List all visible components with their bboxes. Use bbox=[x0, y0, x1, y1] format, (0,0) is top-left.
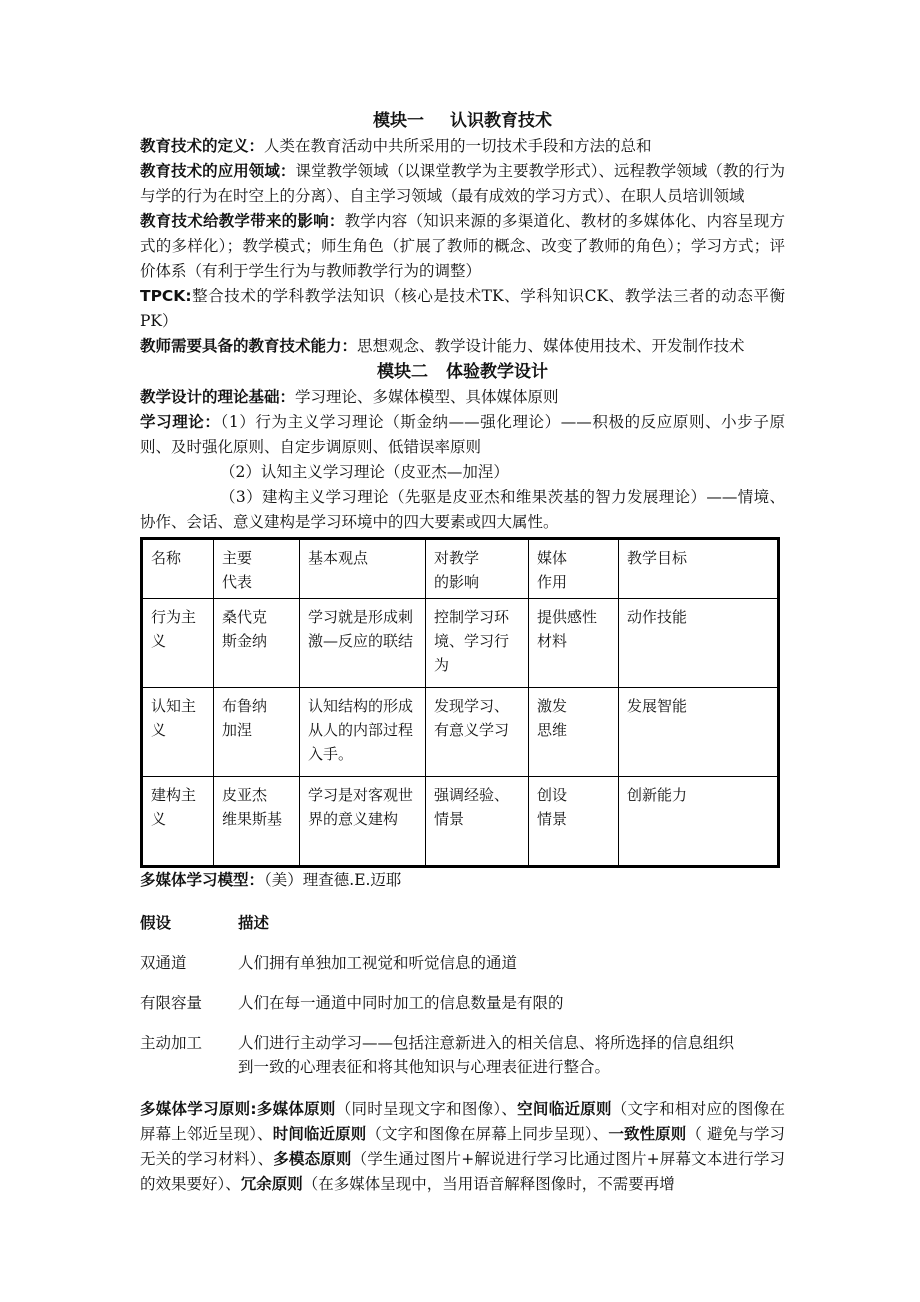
table-cell: 提供感性材料 bbox=[529, 599, 619, 688]
table-cell: 创设 情景 bbox=[529, 777, 619, 867]
table-cell: 行为主义 bbox=[142, 599, 214, 688]
definition-paragraph: 教育技术的定义：人类在教育活动中共所采用的一切技术手段和方法的总和 bbox=[140, 137, 652, 155]
table-row bbox=[142, 688, 779, 777]
table-cell: 布鲁纳 加涅 bbox=[214, 688, 300, 777]
module1-title: 模块一 认识教育技术 bbox=[373, 111, 552, 131]
table-row bbox=[142, 599, 779, 688]
table-header-row bbox=[142, 539, 779, 599]
table-cell: 学习就是形成刺激—反应的联结 bbox=[300, 599, 426, 688]
ability-paragraph: 教师需要具备的教育技术能力：思想观念、教学设计能力、媒体使用技术、开发制作技术 bbox=[140, 337, 745, 355]
table-header-cell: 主要 代表 bbox=[214, 539, 300, 599]
table-cell: 动作技能 bbox=[619, 599, 779, 688]
table-header-cell: 对教学 的影响 bbox=[426, 539, 529, 599]
table-header-cell: 媒体 作用 bbox=[529, 539, 619, 599]
table-header-cell: 名称 bbox=[142, 539, 214, 599]
theory-paragraph: 学习理论：（1）行为主义学习理论（斯金纳——强化理论）——积极的反应原则、小步子原则、及时强化原则、自定步调原则、低错误率原则 bbox=[140, 413, 785, 456]
tpck-paragraph: TPCK:整合技术的学科教学法知识（核心是技术TK、学科知识CK、教学法三者的动态平衡PK） bbox=[140, 287, 785, 330]
table-cell: 认知主义 bbox=[142, 688, 214, 777]
mm-model-header bbox=[140, 911, 785, 935]
table-cell: 皮亚杰 维果斯基 bbox=[214, 777, 300, 867]
table-cell: 建构主义 bbox=[142, 777, 214, 867]
mm-model-row: 有限容量 人们在每一通道中同时加工的信息数量是有限的 bbox=[140, 994, 564, 1012]
table-cell: 创新能力 bbox=[619, 777, 779, 867]
table-cell: 控制学习环境、学习行为 bbox=[426, 599, 529, 688]
table-header-cell: 教学目标 bbox=[619, 539, 779, 599]
table-cell: 激发 思维 bbox=[529, 688, 619, 777]
impact-paragraph: 教育技术给教学带来的影响：教学内容（知识来源的多渠道化、教材的多媒体化、内容呈现方式的多样化）；教学模式；师生角色（扩展了教师的概念、改变了教师的角色）；学习方式；评价体系（有利于学生行为与教师教学行为的调整） bbox=[140, 212, 785, 280]
module2-title: 模块二 体验教学设计 bbox=[377, 362, 548, 382]
mm-model-paragraph: 多媒体学习模型：（美）理查德.E.迈耶 bbox=[140, 871, 402, 889]
basis-paragraph: 教学设计的理论基础：学习理论、多媒体模型、具体媒体原则 bbox=[140, 388, 559, 406]
domains-paragraph: 教育技术的应用领域：课堂教学领域（以课堂教学为主要教学形式）、远程教学领域（教的行为与学的行为在时空上的分离）、自主学习领域（最有成效的学习方式）、在职人员培训领域 bbox=[140, 162, 785, 205]
table-cell: 发现学习、有意义学习 bbox=[426, 688, 529, 777]
document-page bbox=[140, 108, 785, 1197]
table-cell: 学习是对客观世界的意义建构 bbox=[300, 777, 426, 867]
table-header-cell: 基本观点 bbox=[300, 539, 426, 599]
table-cell: 桑代克 斯金纳 bbox=[214, 599, 300, 688]
mm-model-row: 双通道 人们拥有单独加工视觉和听觉信息的通道 bbox=[140, 954, 518, 972]
mm-header-assumption: 假设 bbox=[140, 914, 172, 932]
theory-comparison-table bbox=[140, 537, 780, 868]
table-cell: 强调经验、情景 bbox=[426, 777, 529, 867]
table-cell: 发展智能 bbox=[619, 688, 779, 777]
table-cell: 认知结构的形成 从人的内部过程入手。 bbox=[300, 688, 426, 777]
principles-paragraph: 多媒体学习原则:多媒体原则（同时呈现文字和图像）、空间临近原则（文字和相对应的图像在屏幕上邻近呈现）、时间临近原则（文字和图像在屏幕上同步呈现）、一致性原则（ 避免与学习无关的学习材料）、多模态原则（学生通过图片+解说进行学习比通过图片+屏幕文本进行学习的效果要好）、冗余原则（在多媒体呈现中，当用语音解释图像时，不需要再增 bbox=[140, 1100, 785, 1193]
mm-model-row: 主动加工 人们进行主动学习——包括注意新进入的相关信息、将所选择的信息组织到一致的心理表征和将其他知识与心理表征进行整合。 bbox=[140, 1034, 735, 1076]
table-row bbox=[142, 777, 779, 867]
mm-header-description: 描述 bbox=[238, 914, 270, 932]
theory-item-3: （3）建构主义学习理论（先驱是皮亚杰和维果茨基的智力发展理论）——情境、协作、会话、意义建构是学习环境中的四大要素或四大属性。 bbox=[140, 488, 785, 531]
theory-item-2: （2）认知主义学习理论（皮亚杰—加涅） bbox=[220, 463, 509, 481]
